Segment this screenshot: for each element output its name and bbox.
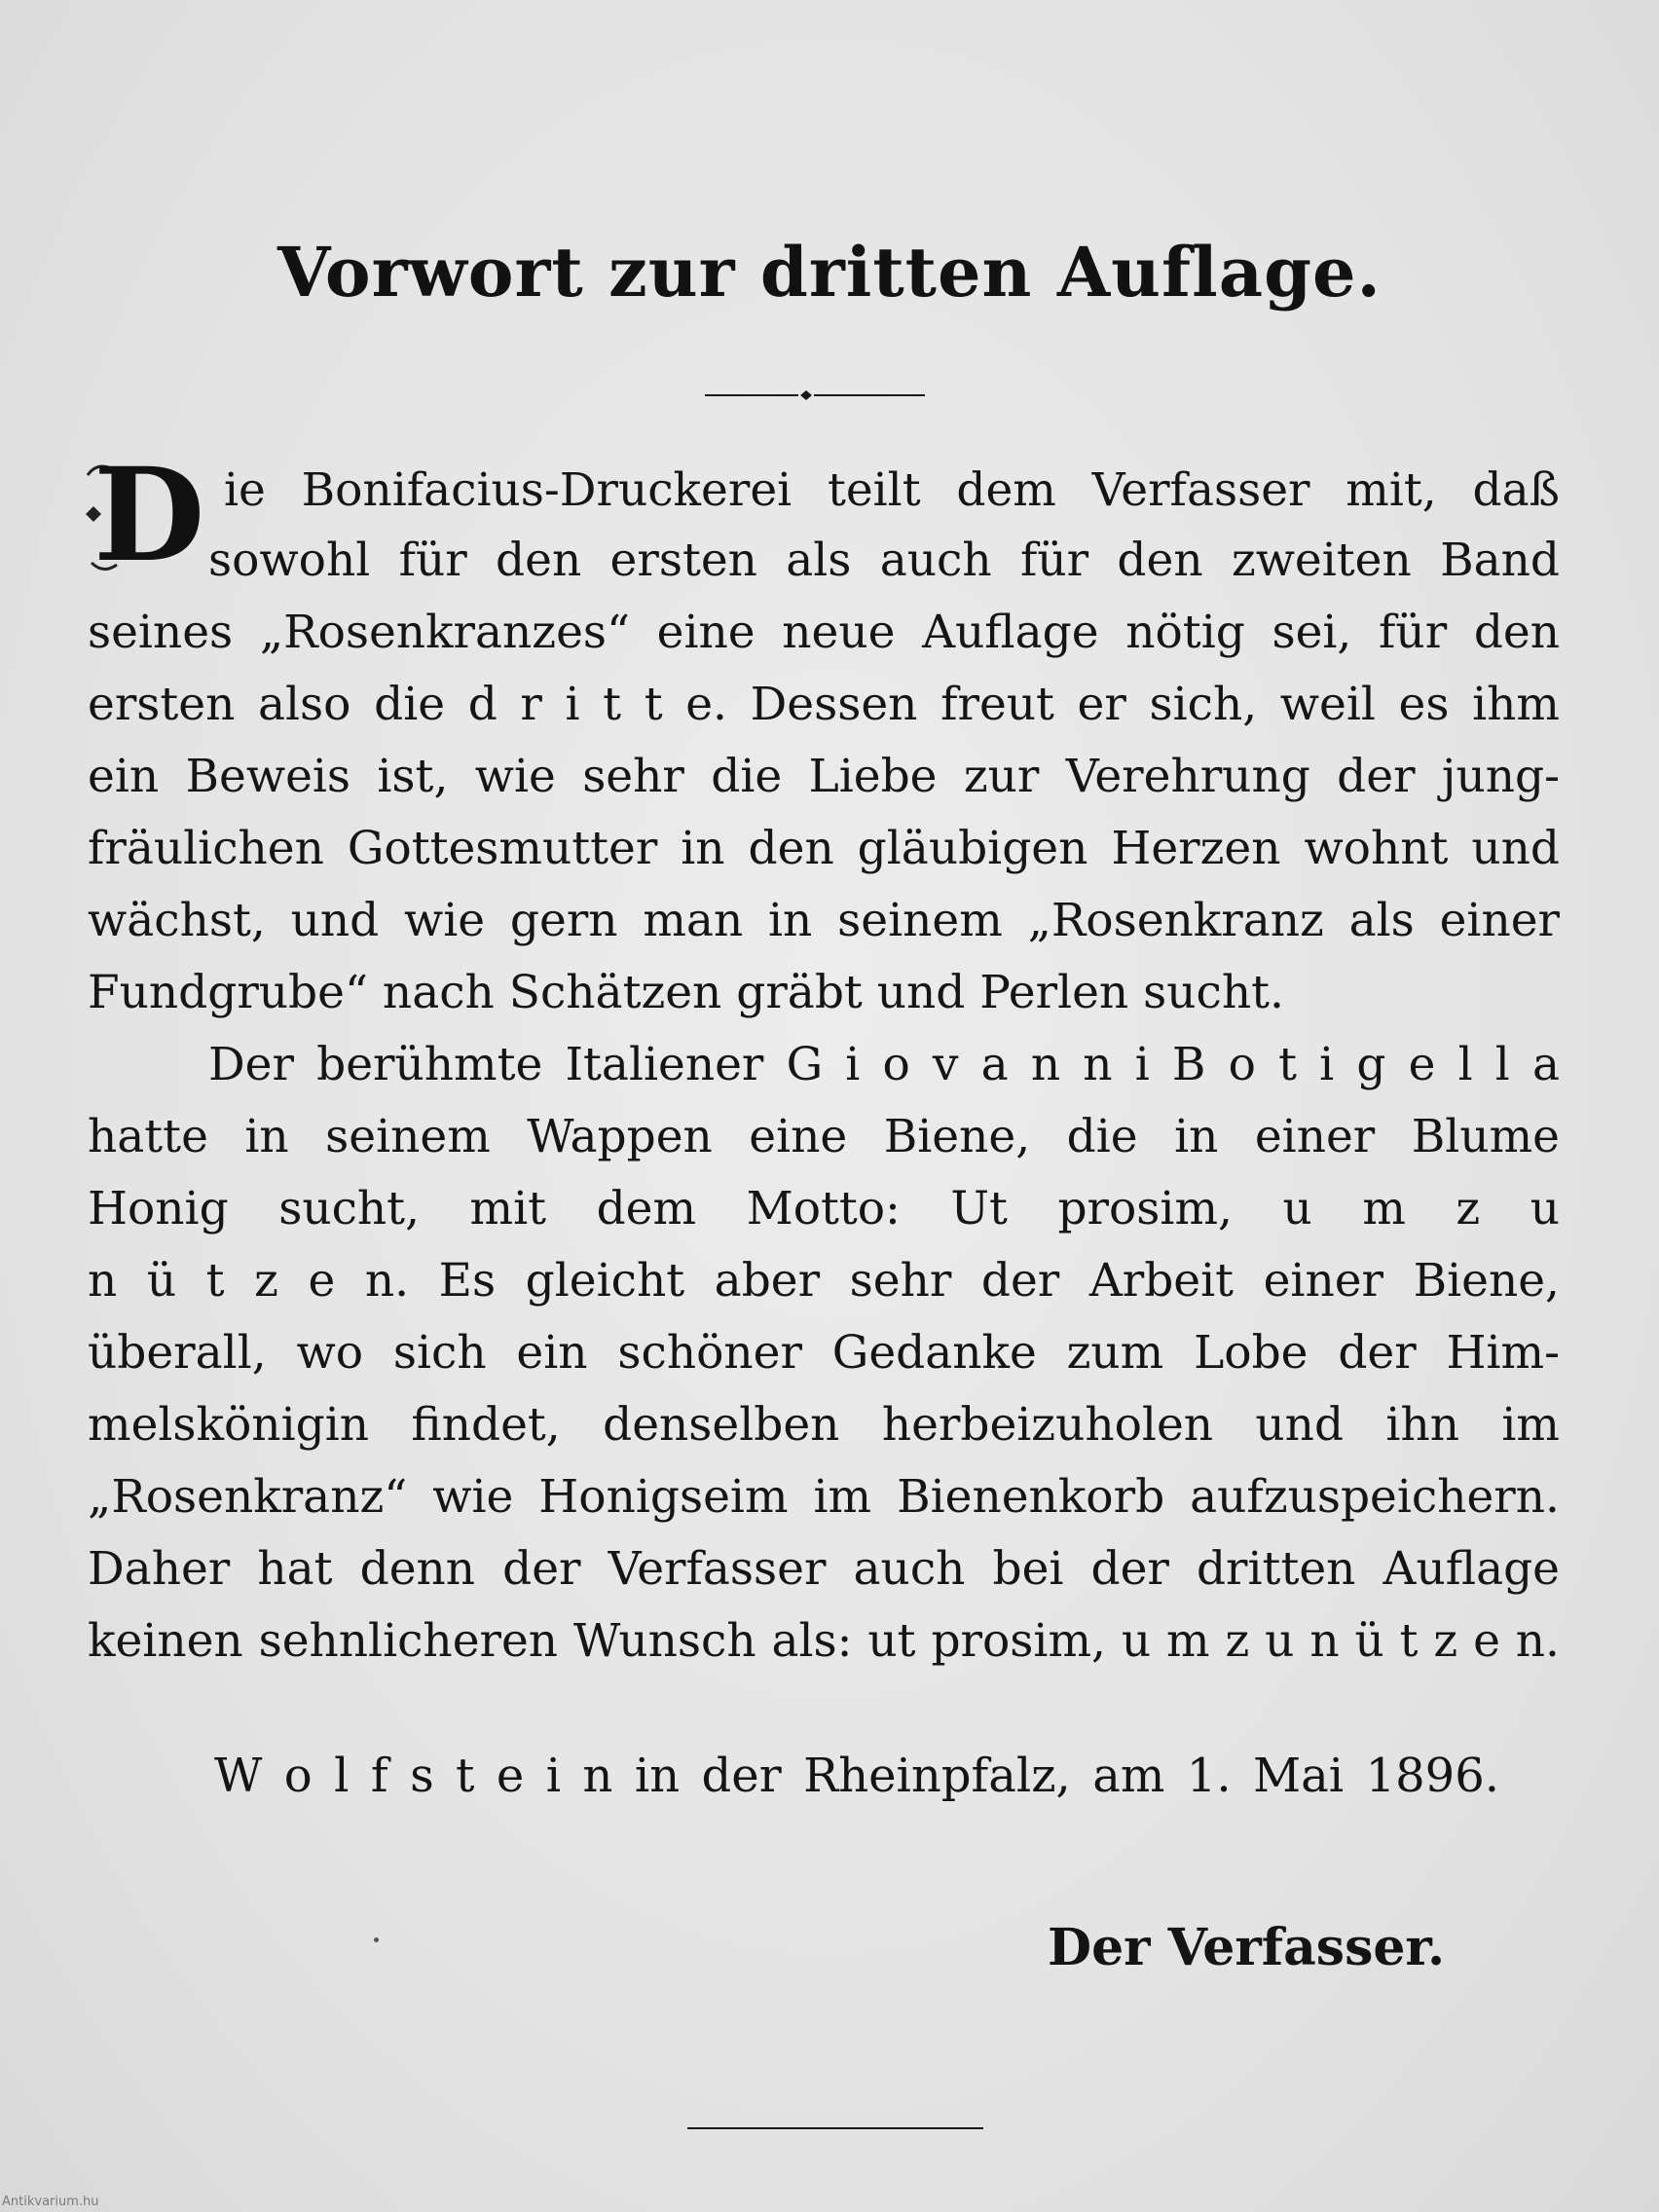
text-line: fräulichen Gottesmutter in den gläubigen Herzen wohnt und bbox=[88, 822, 1560, 875]
emphasis-spaced: u m z u n ü t z e n. bbox=[1121, 1614, 1560, 1668]
place-name-spaced: W o l f s t e i n bbox=[214, 1749, 613, 1803]
place-date-rest: in der Rheinpfalz, am 1. Mai 1896. bbox=[634, 1749, 1499, 1803]
text-fragment: Der berühmte Italiener bbox=[208, 1038, 764, 1091]
paper-speck bbox=[374, 1937, 379, 1942]
text-line: überall, wo sich ein schöner Gedanke zum Lobe der Him- bbox=[88, 1326, 1560, 1380]
text-fragment: Honig sucht, mit dem Motto: Ut prosim, bbox=[88, 1182, 1233, 1235]
text-line-group bbox=[88, 1252, 1560, 1310]
text-line: melskönigin findet, denselben herbeizuholen und ihn im bbox=[88, 1398, 1560, 1452]
text-line: Fundgrube“ nach Schätzen gräbt und Perlen sucht. bbox=[88, 966, 1284, 1019]
text-line: wächst, und wie gern man in seinem „Rosenkranz als einer bbox=[88, 894, 1560, 947]
text-line: seines „Rosenkranzes“ eine neue Auflage nötig sei, für den bbox=[88, 606, 1560, 659]
author-signature: Der Verfasser. bbox=[1048, 1918, 1446, 1977]
text-line: „Rosenkranz“ wie Honigseim im Bienenkorb aufzuspeichern. bbox=[88, 1470, 1560, 1524]
text-fragment: Dessen freut er sich, weil es ihm bbox=[750, 678, 1560, 731]
emphasis-spaced: u m z u bbox=[1282, 1182, 1560, 1235]
text-line: ie Bonifacius-Druckerei teilt dem Verfasser mit, daß bbox=[224, 463, 1560, 517]
text-line: hatte in seinem Wappen eine Biene, die in einer Blume bbox=[88, 1110, 1560, 1163]
text-line: ein Beweis ist, wie sehr die Liebe zur Verehrung der jung- bbox=[88, 750, 1560, 803]
text-line-group bbox=[88, 676, 1560, 734]
text-fragment: keinen sehnlicheren Wunsch als: ut prosim, bbox=[88, 1614, 1106, 1668]
text-line-group bbox=[208, 1036, 1560, 1094]
top-ornament-divider bbox=[705, 386, 925, 405]
text-fragment: Es gleicht aber sehr der Arbeit einer Biene, bbox=[438, 1254, 1560, 1308]
bottom-ornament-divider bbox=[687, 2119, 983, 2138]
text-line-group bbox=[88, 1180, 1560, 1238]
text-line-group bbox=[88, 1612, 1560, 1671]
emphasis-spaced: n ü t z e n. bbox=[88, 1254, 410, 1308]
emphasis-spaced: G i o v a n n i B o t i g e l l a bbox=[786, 1038, 1560, 1091]
page-title: Vorwort zur dritten Auflage. bbox=[277, 232, 1382, 313]
place-and-date bbox=[214, 1747, 1499, 1805]
ornament-knot-icon bbox=[799, 388, 813, 402]
watermark-text: Antikvarium.hu bbox=[2, 2194, 99, 2209]
drop-cap-letter: D bbox=[93, 440, 205, 591]
text-fragment: ersten also die bbox=[88, 678, 446, 731]
drop-cap bbox=[84, 440, 205, 591]
emphasis-spaced: d r i t t e. bbox=[467, 678, 727, 731]
text-line: Daher hat denn der Verfasser auch bei der dritten Auflage bbox=[88, 1542, 1560, 1596]
text-line: sowohl für den ersten als auch für den zweiten Band bbox=[208, 534, 1560, 587]
